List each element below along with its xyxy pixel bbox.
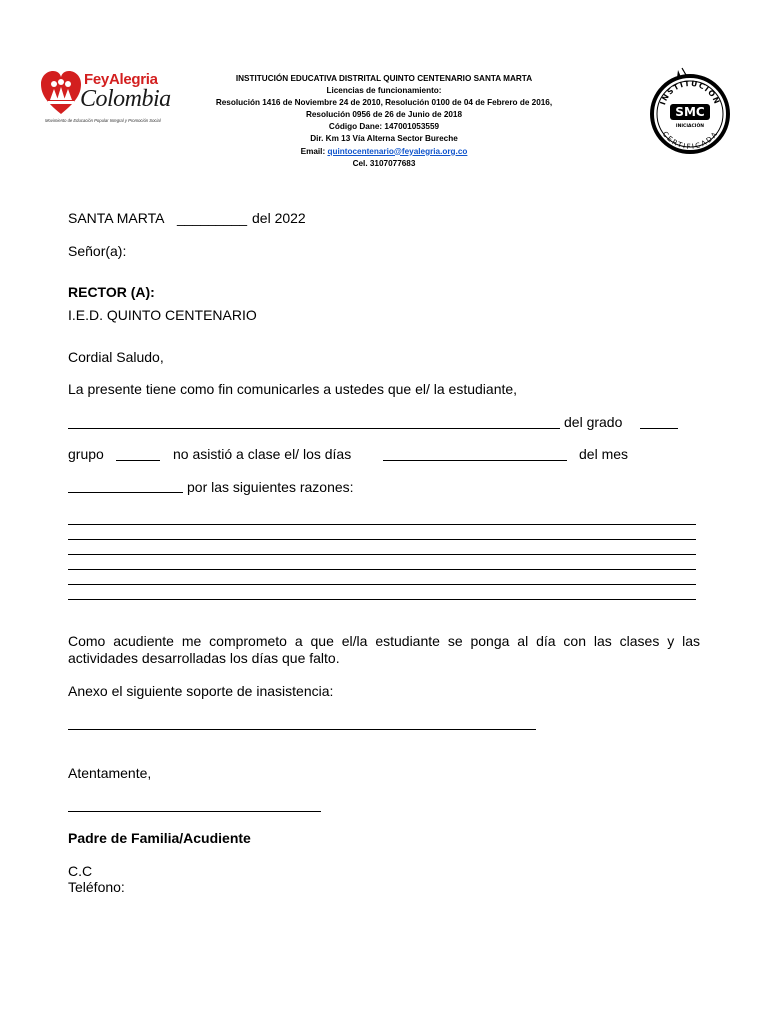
- address: Dir. Km 13 Vía Alterna Sector Bureche: [310, 134, 458, 144]
- cel-number: Cel. 3107077683: [352, 158, 416, 168]
- resolucion-line-2: Resolución 0956 de 26 de Junio de 2018: [305, 110, 463, 120]
- heart-children-icon: [40, 70, 82, 116]
- mes-blank[interactable]: [68, 492, 183, 493]
- seal-arc-bottom: CERTIFICADA: [660, 130, 720, 151]
- reason-line[interactable]: [68, 584, 696, 585]
- closing: Atentamente,: [68, 765, 152, 781]
- cc-label: C.C: [68, 863, 93, 879]
- email-link[interactable]: quintocentenario@feyalegria.org.co: [327, 146, 468, 156]
- logo-tagline: Movimiento de Educación Popular Integral y Promoción Social: [45, 118, 161, 123]
- reason-line[interactable]: [68, 539, 696, 540]
- del-grado-label: del grado: [564, 414, 623, 430]
- salutation-to: Señor(a):: [68, 243, 127, 259]
- licencias-label: Licencias de funcionamiento:: [326, 86, 442, 96]
- logo-brand: FeyAlegria: [84, 71, 158, 88]
- greeting: Cordial Saludo,: [68, 349, 164, 365]
- email-label: Email:: [300, 146, 326, 156]
- reason-line[interactable]: [68, 554, 696, 555]
- recipient-school: I.E.D. QUINTO CENTENARIO: [68, 307, 257, 323]
- email-line: [170, 146, 598, 158]
- student-name-blank[interactable]: [68, 428, 560, 429]
- signer-title: Padre de Familia/Acudiente: [68, 830, 251, 846]
- grado-blank[interactable]: [640, 428, 678, 429]
- institution-name: INSTITUCIÓN EDUCATIVA DISTRITAL QUINTO CENTENARIO SANTA MARTA: [235, 74, 533, 83]
- seal-logo: SMC: [675, 105, 705, 119]
- reason-line[interactable]: [68, 569, 696, 570]
- resolucion-line-1: Resolución 1416 de Noviembre 24 de 2010, Resolución 0100 de 04 de Febrero de 2016,: [215, 98, 553, 108]
- grupo-label: grupo: [68, 446, 104, 462]
- compromiso-paragraph: Como acudiente me comprometo a que el/la estudiante se ponga al día con las clases y las actividades desarrolladas los días que falto.: [68, 633, 700, 666]
- certification-seal: [648, 64, 732, 156]
- reason-line[interactable]: [68, 524, 696, 525]
- seal-sub: INICIACIÓN: [675, 124, 705, 129]
- signature-line[interactable]: [68, 811, 321, 812]
- date-blank[interactable]: _________: [177, 210, 248, 226]
- recipient-title: RECTOR (A):: [68, 284, 155, 300]
- logo-country: Colombia: [80, 86, 171, 112]
- letterhead: [170, 73, 598, 170]
- no-asistio-label: no asistió a clase el/ los días: [173, 446, 352, 462]
- reason-line[interactable]: [68, 599, 696, 600]
- dane-code: Código Dane: 147001053559: [328, 122, 440, 132]
- razones-label: por las siguientes razones:: [187, 479, 354, 495]
- dias-blank[interactable]: [383, 460, 567, 461]
- del-mes-label: del mes: [579, 446, 629, 462]
- anexo-label: Anexo el siguiente soporte de inasistencia:: [68, 683, 334, 699]
- intro-paragraph: La presente tiene como fin comunicarles a ustedes que el/ la estudiante,: [68, 381, 518, 397]
- seal-arc-top: INSTITUCION: [658, 78, 722, 107]
- telefono-label: Teléfono:: [68, 879, 125, 895]
- feyalegria-logo: [40, 68, 171, 130]
- city: SANTA MARTA: [68, 210, 165, 226]
- year: del 2022: [252, 210, 306, 226]
- grupo-blank[interactable]: [116, 460, 160, 461]
- anexo-blank[interactable]: [68, 729, 536, 730]
